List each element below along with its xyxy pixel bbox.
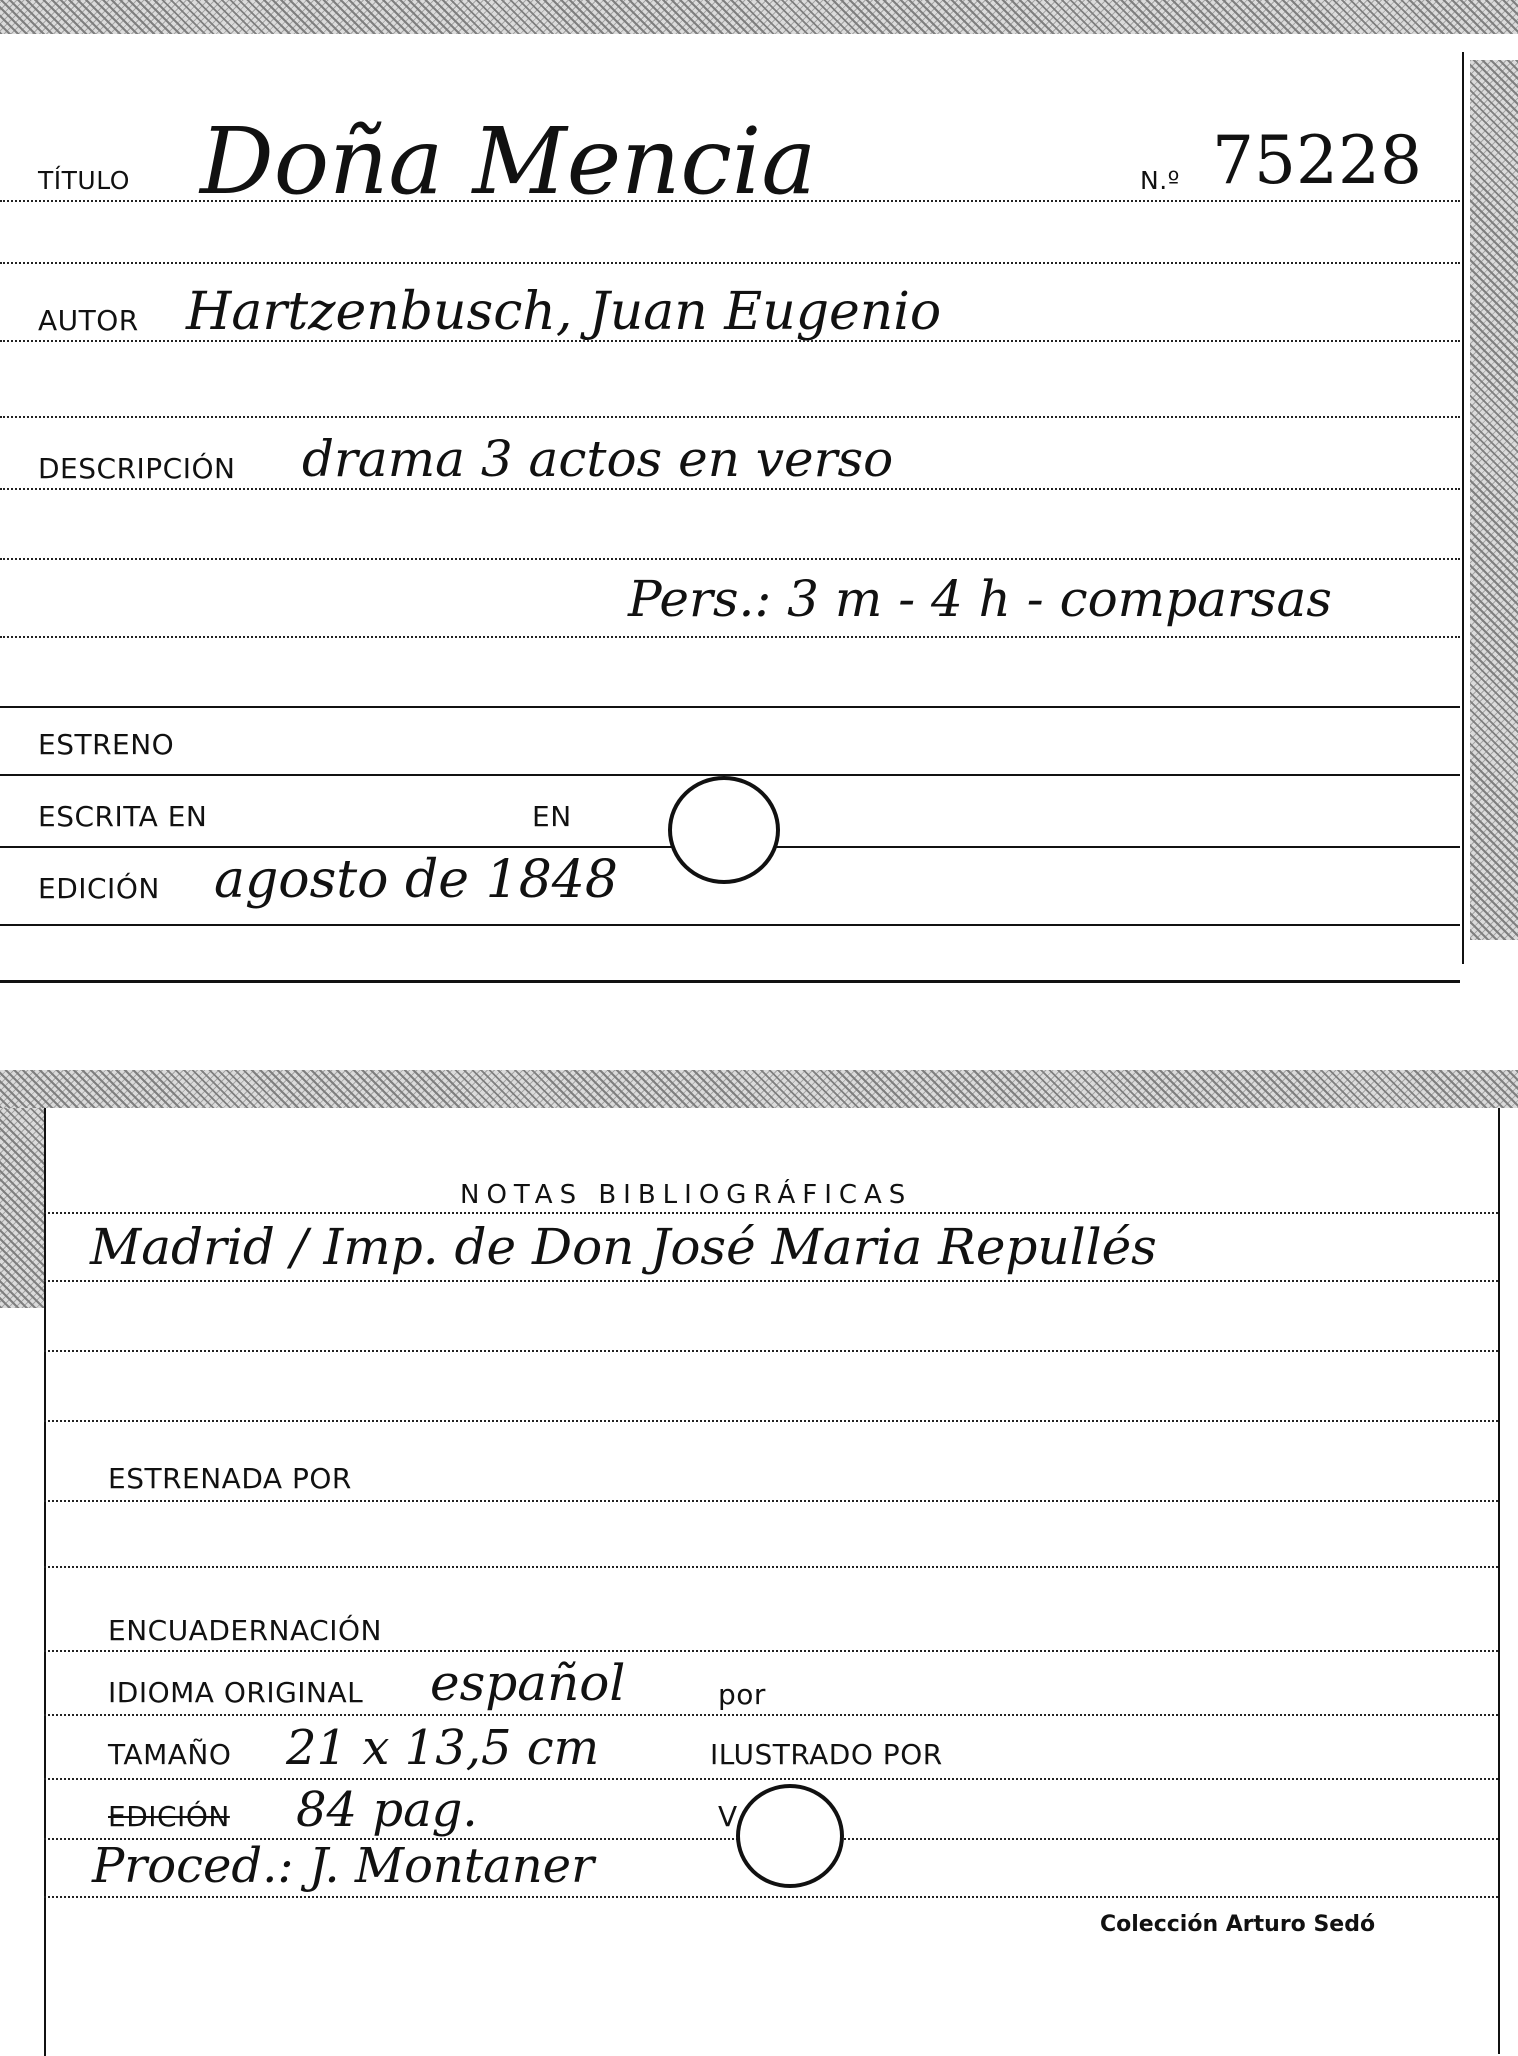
rule-1 [0,262,1460,264]
collection-credit: Colección Arturo Sedó [1100,1912,1376,1937]
edicion-value: agosto de 1848 [214,850,618,910]
rule-tamano [44,1778,1498,1780]
catalog-card-back [0,1070,1518,2056]
edicion2-label: EDICIÓN [108,1800,230,1833]
tamano-value: 21 x 13,5 cm [286,1720,600,1776]
v-label: V [718,1800,738,1833]
notas-title: NOTAS BIBLIOGRÁFICAS [460,1180,913,1210]
rule-solid-1 [0,706,1460,708]
card2-right-border [1498,1108,1500,2054]
scan-noise-top [0,0,1518,34]
rule-edicion [0,924,1460,926]
scan-noise-left-2 [0,1108,44,1308]
numero-label: N.º [1140,166,1180,195]
autor-label: AUTOR [38,304,139,337]
edicion-label: EDICIÓN [38,872,160,905]
punch-hole-2 [736,1784,844,1888]
rule-idioma [44,1714,1498,1716]
rule-n4 [44,1566,1498,1568]
escrita-en-label: ESCRITA EN [38,800,208,833]
autor-value: Hartzenbusch, Juan Eugenio [186,282,942,342]
rule-estrenada [44,1500,1498,1502]
rule-n1 [44,1280,1498,1282]
rule-4 [0,636,1460,638]
descripcion-extra: Pers.: 3 m - 4 h - comparsas [628,570,1332,628]
punch-hole [668,776,780,884]
estrenada-label: ESTRENADA POR [108,1462,352,1495]
numero-value: 75228 [1212,122,1422,199]
en-label: EN [532,800,572,833]
encuadernacion-label: ENCUADERNACIÓN [108,1614,382,1647]
por-label: por [718,1678,766,1711]
rule-2 [0,416,1460,418]
card-bottom-edge [0,980,1460,983]
rule-notas [44,1212,1498,1214]
catalog-card-front [0,0,1518,985]
card-right-border [1462,52,1464,964]
titulo-value: Doña Mencia [200,108,817,215]
rule-n3 [44,1420,1498,1422]
tamano-label: TAMAÑO [108,1738,232,1771]
rule-3 [0,558,1460,560]
ilustrado-label: ILUSTRADO POR [710,1738,943,1771]
titulo-label: TÍTULO [38,166,130,195]
descripcion-label: DESCRIPCIÓN [38,452,236,485]
rule-descripcion [0,488,1460,490]
scan-noise-right [1470,60,1518,940]
scan-noise-top-2 [0,1070,1518,1108]
proced-value: Proced.: J. Montaner [92,1838,595,1894]
estreno-label: ESTRENO [38,728,175,761]
rule-n2 [44,1350,1498,1352]
card2-left-border [44,1108,46,2056]
rule-encuadernacion [44,1650,1498,1652]
rule-titulo [0,200,1460,202]
notas-value: Madrid / Imp. de Don José Maria Repullés [90,1218,1157,1276]
rule-proced [44,1896,1498,1898]
idioma-label: IDIOMA ORIGINAL [108,1676,364,1709]
descripcion-value: drama 3 actos en verso [302,430,894,488]
rule-autor [0,340,1460,342]
idioma-value: español [430,1654,626,1712]
edicion2-value: 84 pag. [296,1782,478,1838]
